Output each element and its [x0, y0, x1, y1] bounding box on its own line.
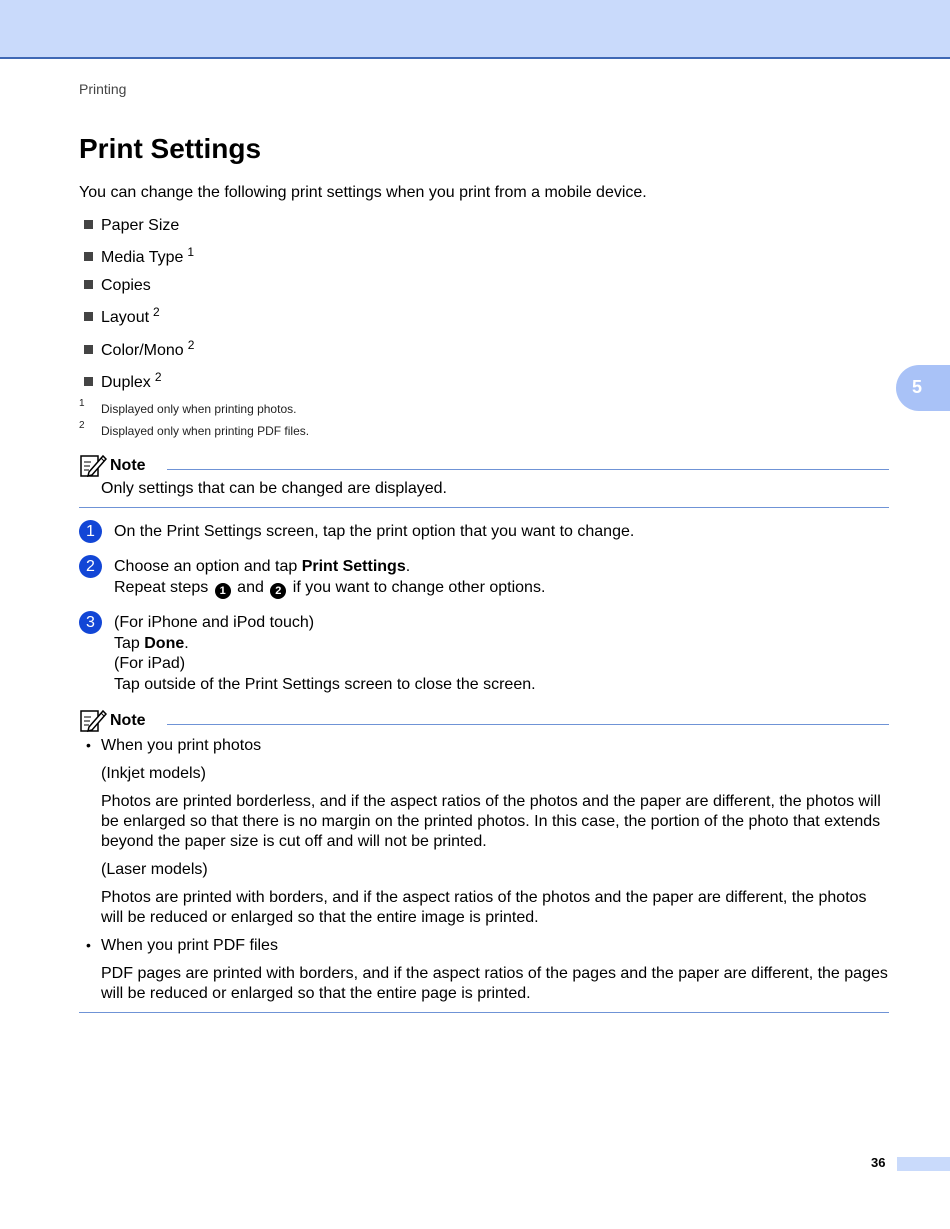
footer-band [897, 1157, 950, 1171]
footnote-text: Displayed only when printing photos. [101, 402, 297, 416]
step-3-line: Tap outside of the Print Settings screen to close the screen. [114, 676, 536, 693]
header-band [0, 0, 950, 59]
running-header: Printing [79, 81, 127, 97]
list-item: Duplex $^2$ [84, 370, 162, 392]
note-pencil-icon [79, 452, 107, 478]
page-title: Print Settings [79, 133, 262, 164]
note-subheading: (Inkjet models) [101, 765, 206, 782]
note-pencil-icon [79, 707, 107, 733]
note-bullet-text: When you print photos [101, 737, 262, 754]
note-text: Only settings that can be changed are displayed. [101, 480, 447, 497]
note-bullet-text: When you print PDF files [101, 937, 278, 954]
square-bullet-icon [84, 312, 93, 321]
step-number-3: 3 [79, 611, 102, 634]
footnote-ref: 2 [187, 338, 195, 352]
intro-text: You can change the following print settings when you print from a mobile device. [79, 184, 647, 201]
list-item: Layout $^2$ [84, 305, 160, 327]
ui-term: Done [144, 635, 185, 652]
square-bullet-icon [84, 280, 93, 289]
list-item: Copies [84, 273, 155, 295]
note-header [79, 452, 889, 480]
note-divider [79, 507, 889, 508]
square-bullet-icon [84, 345, 93, 354]
step-1-text: On the Print Settings screen, tap the print option that you want to change. [114, 523, 635, 540]
page-number: 36 [871, 1155, 886, 1170]
dot-bullet-icon: • [86, 937, 91, 953]
note-label: Note [110, 457, 146, 474]
list-item: Color/Mono $^2$ [84, 338, 194, 360]
note-paragraph: Photos are printed with borders, and if the aspect ratios of the photos and the paper are different, the photos will be reduced or enlarged so that the entire image is printed. [101, 889, 867, 926]
step-ref-1-icon: 1 [215, 583, 231, 599]
footnote-ref: 2 [154, 370, 162, 384]
footnote-ref: 1 [187, 245, 195, 259]
step-number-1: 1 [79, 520, 102, 543]
list-item: Paper Size [84, 213, 183, 235]
note-paragraph: PDF pages are printed with borders, and if the aspect ratios of the pages and the paper are different, the pages will be reduced or enlarged so that the entire page is printed. [101, 965, 888, 1002]
step-3-line: Tap Done. [114, 635, 189, 652]
step-3-line: (For iPhone and iPod touch) [114, 614, 315, 631]
footnote-text: Displayed only when printing PDF files. [101, 424, 310, 438]
note-label: Note [110, 712, 146, 729]
note-subheading: (Laser models) [101, 861, 208, 878]
note-paragraph: Photos are printed borderless, and if the aspect ratios of the photos and the paper are different, the photos will be enlarged so that there is no margin on the printed photos. In this case, the portion of the photo that extends beyond the paper size is cut off and will not be printed. [101, 793, 881, 850]
step-2-text: Choose an option and tap Print Settings. [114, 558, 411, 575]
square-bullet-icon [84, 252, 93, 261]
step-ref-2-icon: 2 [270, 583, 286, 599]
note-divider [79, 1012, 889, 1013]
footnote-ref: 2 [153, 305, 160, 319]
chapter-tab: 5 [896, 365, 950, 411]
footnote-mark: 1 [79, 398, 85, 409]
step-number-2: 2 [79, 555, 102, 578]
square-bullet-icon [84, 220, 93, 229]
note-rule [167, 724, 889, 725]
square-bullet-icon [84, 377, 93, 386]
step-2-repeat-text: Repeat steps 1 and 2 if you want to change other options. [114, 579, 546, 597]
step-3-line: (For iPad) [114, 655, 186, 672]
note-header [79, 707, 889, 735]
footnote-mark: 2 [79, 420, 85, 431]
dot-bullet-icon: • [86, 737, 91, 753]
ui-term: Print Settings [301, 558, 406, 575]
note-rule [167, 469, 889, 470]
list-item: Media Type $^1$ [84, 245, 194, 267]
